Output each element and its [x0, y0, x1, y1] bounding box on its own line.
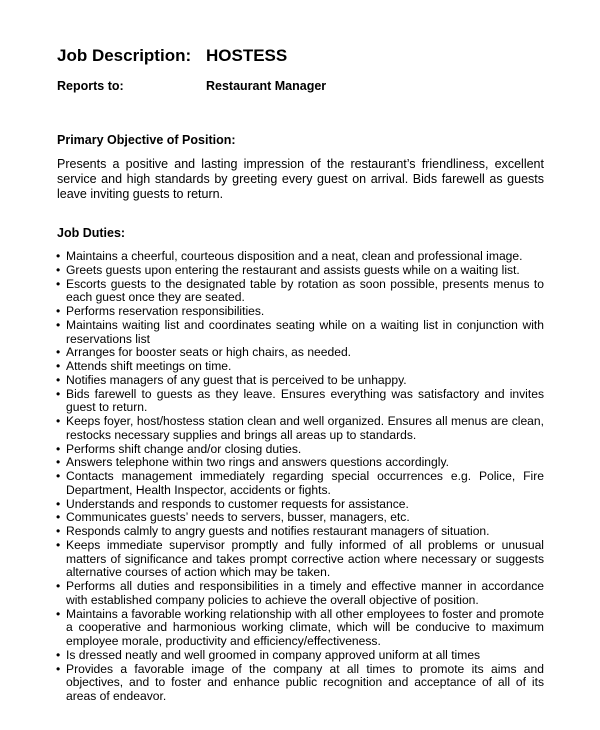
duty-item: [57, 649, 544, 663]
reports-to-label: Reports to:: [57, 79, 124, 93]
duty-text: Answers telephone within two rings and answers questions accordingly.: [66, 455, 449, 470]
duty-item: [57, 456, 544, 470]
duty-text: Contacts management immediately regarding special occurrences e.g. Police, Fire Department, Health Inspector, accidents or fights.: [66, 469, 544, 497]
duty-item: [57, 663, 544, 704]
job-description-row: [57, 46, 288, 66]
duty-text: Attends shift meetings on time.: [66, 359, 232, 373]
objective-heading: Primary Objective of Position:: [57, 133, 236, 147]
job-title: HOSTESS: [206, 46, 288, 65]
reports-to-value: Restaurant Manager: [206, 79, 327, 93]
duty-text: Performs all duties and responsibilities in a timely and effective manner in accordance with established company policies to achieve the overall objective of position.: [66, 579, 544, 607]
job-description-label: Job Description:: [57, 46, 192, 65]
bullet-icon: •: [56, 510, 61, 525]
bullet-icon: •: [56, 496, 61, 511]
duty-item: [57, 525, 544, 539]
duty-item: [57, 264, 544, 278]
duty-text: Keeps foyer, host/hostess station clean and well organized. Ensures all menus are clean, restocks necessary supplies and brings all areas up to standards.: [66, 414, 544, 442]
objective-paragraph: Presents a positive and lasting impression of the restaurant’s friendliness, excellent service and high standards by greeting every guest on arrival. Bids farewell as guests leave inviting guests to return.: [57, 157, 544, 201]
duty-text: Maintains waiting list and coordinates seating while on a waiting list in conjunction with reservations list: [66, 317, 544, 346]
duty-text: Understands and responds to customer requests for assistance.: [66, 496, 409, 511]
bullet-icon: •: [56, 276, 61, 291]
bullet-icon: •: [56, 455, 61, 470]
duty-text: Performs shift change and/or closing duties.: [66, 441, 302, 456]
duty-text: Maintains a cheerful, courteous disposition and a neat, clean and professional image.: [66, 249, 523, 263]
duty-text: Communicates guests’ needs to servers, busser, managers, etc.: [66, 510, 410, 525]
duty-item: [57, 278, 544, 306]
reports-to-row: [57, 79, 327, 93]
duty-item: [57, 511, 544, 525]
bullet-icon: •: [56, 606, 61, 621]
bullet-icon: •: [56, 386, 61, 401]
duty-item: [57, 608, 544, 649]
duty-text: Bids farewell to guests as they leave. Ensures everything was satisfactory and invites guest to return.: [66, 386, 544, 415]
bullet-icon: •: [56, 469, 61, 483]
bullet-icon: •: [56, 262, 61, 277]
bullet-icon: •: [56, 441, 61, 456]
bullet-icon: •: [56, 414, 61, 428]
duty-item: [57, 346, 544, 360]
duty-text: Is dressed neatly and well groomed in company approved uniform at all times: [66, 647, 481, 662]
bullet-icon: •: [56, 579, 61, 593]
duty-item: [57, 360, 544, 374]
duty-text: Provides a favorable image of the company at all times to promote its aims and objectives, and to foster and enhance public recognition and acceptance of all of its areas of endeavor.: [66, 661, 544, 703]
duty-text: Greets guests upon entering the restaurant and assists guests while on a waiting list.: [66, 262, 520, 277]
duty-item: [57, 374, 544, 388]
duty-item: [57, 539, 544, 580]
bullet-icon: •: [56, 317, 61, 332]
duty-text: Performs reservation responsibilities.: [66, 304, 265, 318]
duties-heading: Job Duties:: [57, 226, 126, 240]
duty-item: [57, 498, 544, 512]
bullet-icon: •: [56, 345, 61, 360]
duty-item: [57, 580, 544, 608]
bullet-icon: •: [56, 661, 61, 676]
bullet-icon: •: [56, 524, 61, 538]
duty-item: [57, 319, 544, 347]
bullet-icon: •: [56, 537, 61, 552]
duty-text: Escorts guests to the designated table by rotation as soon possible, presents menus to each guest once they are seated.: [66, 276, 544, 305]
duty-item: [57, 305, 544, 319]
duty-item: [57, 388, 544, 416]
duty-item: [57, 250, 544, 264]
duty-text: Maintains a favorable working relationship with all other employees to foster and promote a cooperative and harmonious working climate, which will be conducive to maximum employee morale, productivity and efficiency/effectiveness.: [66, 606, 544, 648]
bullet-icon: •: [56, 304, 61, 318]
duty-text: Responds calmly to angry guests and notifies restaurant managers of situation.: [66, 524, 490, 538]
bullet-icon: •: [56, 647, 61, 662]
duty-text: Keeps immediate supervisor promptly and fully informed of all problems or unusual matters of significance and takes prompt corrective action where necessary or suggests alternative courses of action which may be taken.: [66, 537, 544, 580]
duty-text: Notifies managers of any guest that is perceived to be unhappy.: [66, 372, 407, 387]
bullet-icon: •: [56, 372, 61, 387]
duty-item: [57, 443, 544, 457]
duty-text: Arranges for booster seats or high chairs, as needed.: [66, 345, 352, 360]
duty-item: [57, 470, 544, 498]
bullet-icon: •: [56, 249, 61, 263]
duties-list: [57, 250, 544, 704]
duty-item: [57, 415, 544, 443]
bullet-icon: •: [56, 359, 61, 373]
